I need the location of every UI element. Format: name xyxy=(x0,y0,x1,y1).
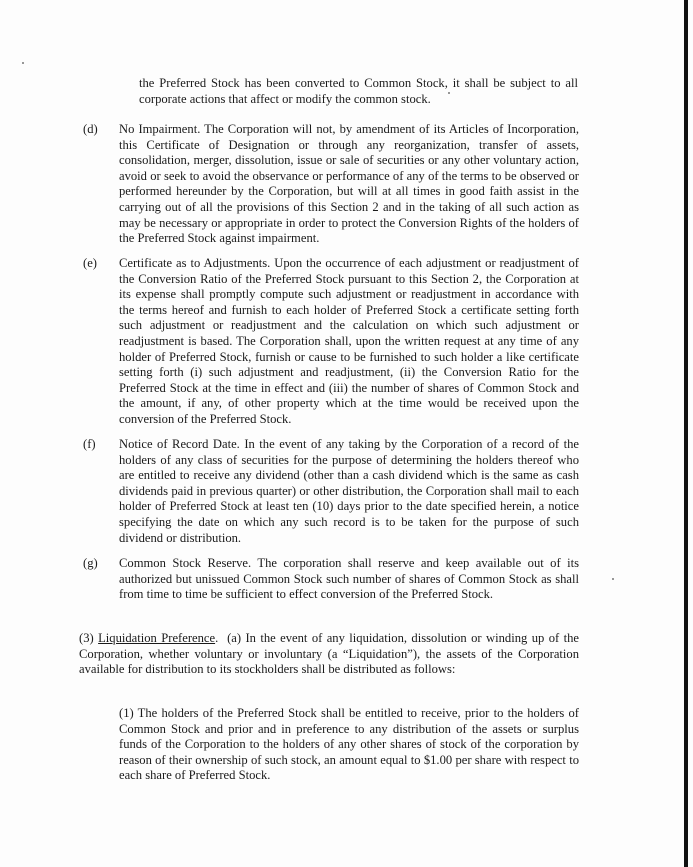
scan-speck xyxy=(612,578,614,580)
item-text-e: Upon the occurrence of each adjustment or readjustment of the Conversion Ratio of the Preferred Stock pursuant to this Section 2, the Corporation at its expense shall promptly compute such adjustment or readjustment in accordance with the terms hereof and furnish to each holder of Preferred Stock a certificate setting forth such adjustment or readjustment and the calculation on which such adjustment or readjustment is based. The Corporation shall, upon the written request at any time of any holder of Preferred Stock, furnish or cause to be furnished to such holder a like certificate setting forth (i) such adjustment and readjustment, (ii) the Conversion Ratio for the Preferred Stock at the time in effect and (iii) the number of shares of Common Stock and the amount, if any, of other property which at the time would be received upon the conversion of the Preferred Stock. xyxy=(119,256,580,426)
scan-speck xyxy=(22,62,24,64)
item-label-e: (e) xyxy=(83,256,97,270)
section-3-text: (a) In the event of any liquidation, dissolution or winding up of the Corporation, whether voluntary or involuntary (a “Liquidation”), the assets of the Corporation available for distribution to its stockholders shall be distributed as follows: xyxy=(79,631,579,677)
item-text-d: The Corporation will not, by amendment of its Articles of Incorporation, this Certificate of Designation or through any reorganization, transfer of assets, consolidation, merger, dissolution, issue or sale of securities or any other voluntary action, avoid or seek to avoid the observance or performance of any of the terms to be observed or performed hereunder by the Corporation, but will at all times in good faith assist in the carrying out of all the provisions of this Section 2 and in the taking of all such action as may be necessary or appropriate in order to protect the Conversion Rights of the holders of the Preferred Stock against impairment. xyxy=(119,122,579,246)
item-paragraph-g xyxy=(119,556,579,603)
item-text-f: In the event of any taking by the Corporation of a record of the holders of any class of securities for the purpose of determining the holders thereof who are entitled to receive any dividend (other than a cash dividend which is the same as cash dividends paid in previous quarter) or other distribution, the Corporation shall mail to each holder of Preferred Stock at least ten (10) days prior to the date specified herein, a notice specifying the date on which any such record is to be taken for the purpose of such dividend or distribution. xyxy=(119,437,579,545)
item-title-d: No Impairment. xyxy=(119,122,201,136)
item-paragraph-f xyxy=(119,437,579,546)
item-label-f: (f) xyxy=(83,437,96,451)
item-label-d: (d) xyxy=(83,122,98,136)
subitem-1-paragraph: (1) The holders of the Preferred Stock shall be entitled to receive, prior to the holders of Common Stock and prior and in preference to any distribution of the assets or surplus funds of the Corporation to the holders of any other shares of stock of the corporation by reason of their ownership of such stock, an amount equal to $1.00 per share with respect to each share of Preferred Stock. xyxy=(119,706,579,783)
section-3-heading-punct: . xyxy=(215,631,219,645)
section-3-number: (3) xyxy=(79,631,94,645)
item-title-g: Common Stock Reserve. xyxy=(119,556,252,570)
section-3-paragraph xyxy=(79,631,579,678)
item-label-g: (g) xyxy=(83,556,98,570)
scan-border xyxy=(684,0,688,867)
continuation-paragraph: the Preferred Stock has been converted to Common Stock, it shall be subject to all corporate actions that affect or modify the common stock. xyxy=(139,76,578,106)
item-paragraph-d xyxy=(119,122,579,247)
item-title-f: Notice of Record Date. xyxy=(119,437,240,451)
item-title-e: Certificate as to Adjustments. xyxy=(119,256,271,270)
item-paragraph-e xyxy=(119,256,579,428)
section-3-heading: Liquidation Preference xyxy=(98,631,216,645)
item-text-g: The corporation shall reserve and keep available out of its authorized but unissued Common Stock such number of shares of Common Stock as shall from time to time be sufficient to effect conversion of the Preferred Stock. xyxy=(119,556,580,602)
